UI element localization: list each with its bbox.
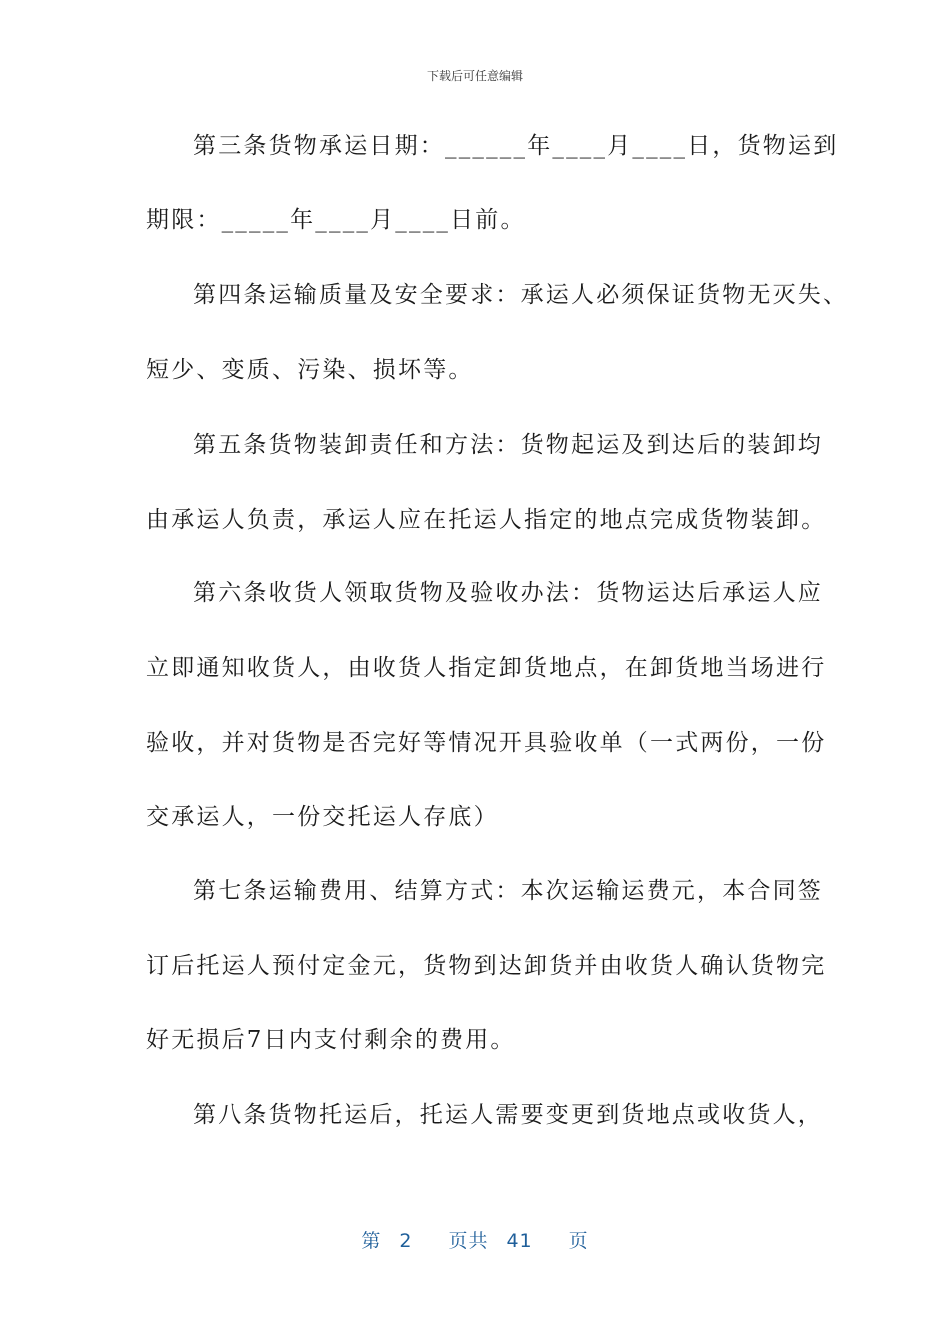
paragraph-line: 第五条货物装卸责任和方法：货物起运及到达后的装卸均	[193, 432, 823, 458]
paragraph-line: 第八条货物托运后，托运人需要变更到货地点或收货人，	[193, 1102, 823, 1128]
paragraph-line: 好无损后7日内支付剩余的费用。	[146, 1027, 516, 1053]
paragraph-line: 验收，并对货物是否完好等情况开具验收单（一式两份，一份	[146, 730, 827, 756]
footer-page-number: 2	[399, 1230, 413, 1252]
footer-mid: 页共	[448, 1230, 489, 1252]
footer-prefix: 第	[361, 1230, 382, 1252]
paragraph-line: 期限：_____年____月____日前。	[146, 207, 526, 233]
paragraph-line: 由承运人负责，承运人应在托运人指定的地点完成货物装卸。	[146, 507, 827, 533]
paragraph-line: 立即通知收货人，由收货人指定卸货地点，在卸货地当场进行	[146, 655, 827, 681]
page-footer	[0, 1226, 950, 1253]
footer-suffix: 页	[568, 1230, 589, 1252]
paragraph-line: 订后托运人预付定金元，货物到达卸货并由收货人确认货物完	[146, 953, 827, 979]
paragraph-line: 交承运人，一份交托运人存底）	[146, 804, 499, 830]
paragraph-line: 第七条运输费用、结算方式：本次运输运费元，本合同签	[193, 878, 823, 904]
paragraph-line: 短少、变质、污染、损坏等。	[146, 357, 474, 383]
paragraph-line: 第四条运输质量及安全要求：承运人必须保证货物无灭失、	[193, 282, 849, 308]
footer-total-pages: 41	[506, 1230, 533, 1252]
page-header: 下载后可任意编辑	[426, 69, 523, 83]
paragraph-line: 第六条收货人领取货物及验收办法：货物运达后承运人应	[193, 580, 823, 606]
paragraph-line: 第三条货物承运日期：______年____月____日，货物运到	[193, 133, 839, 159]
